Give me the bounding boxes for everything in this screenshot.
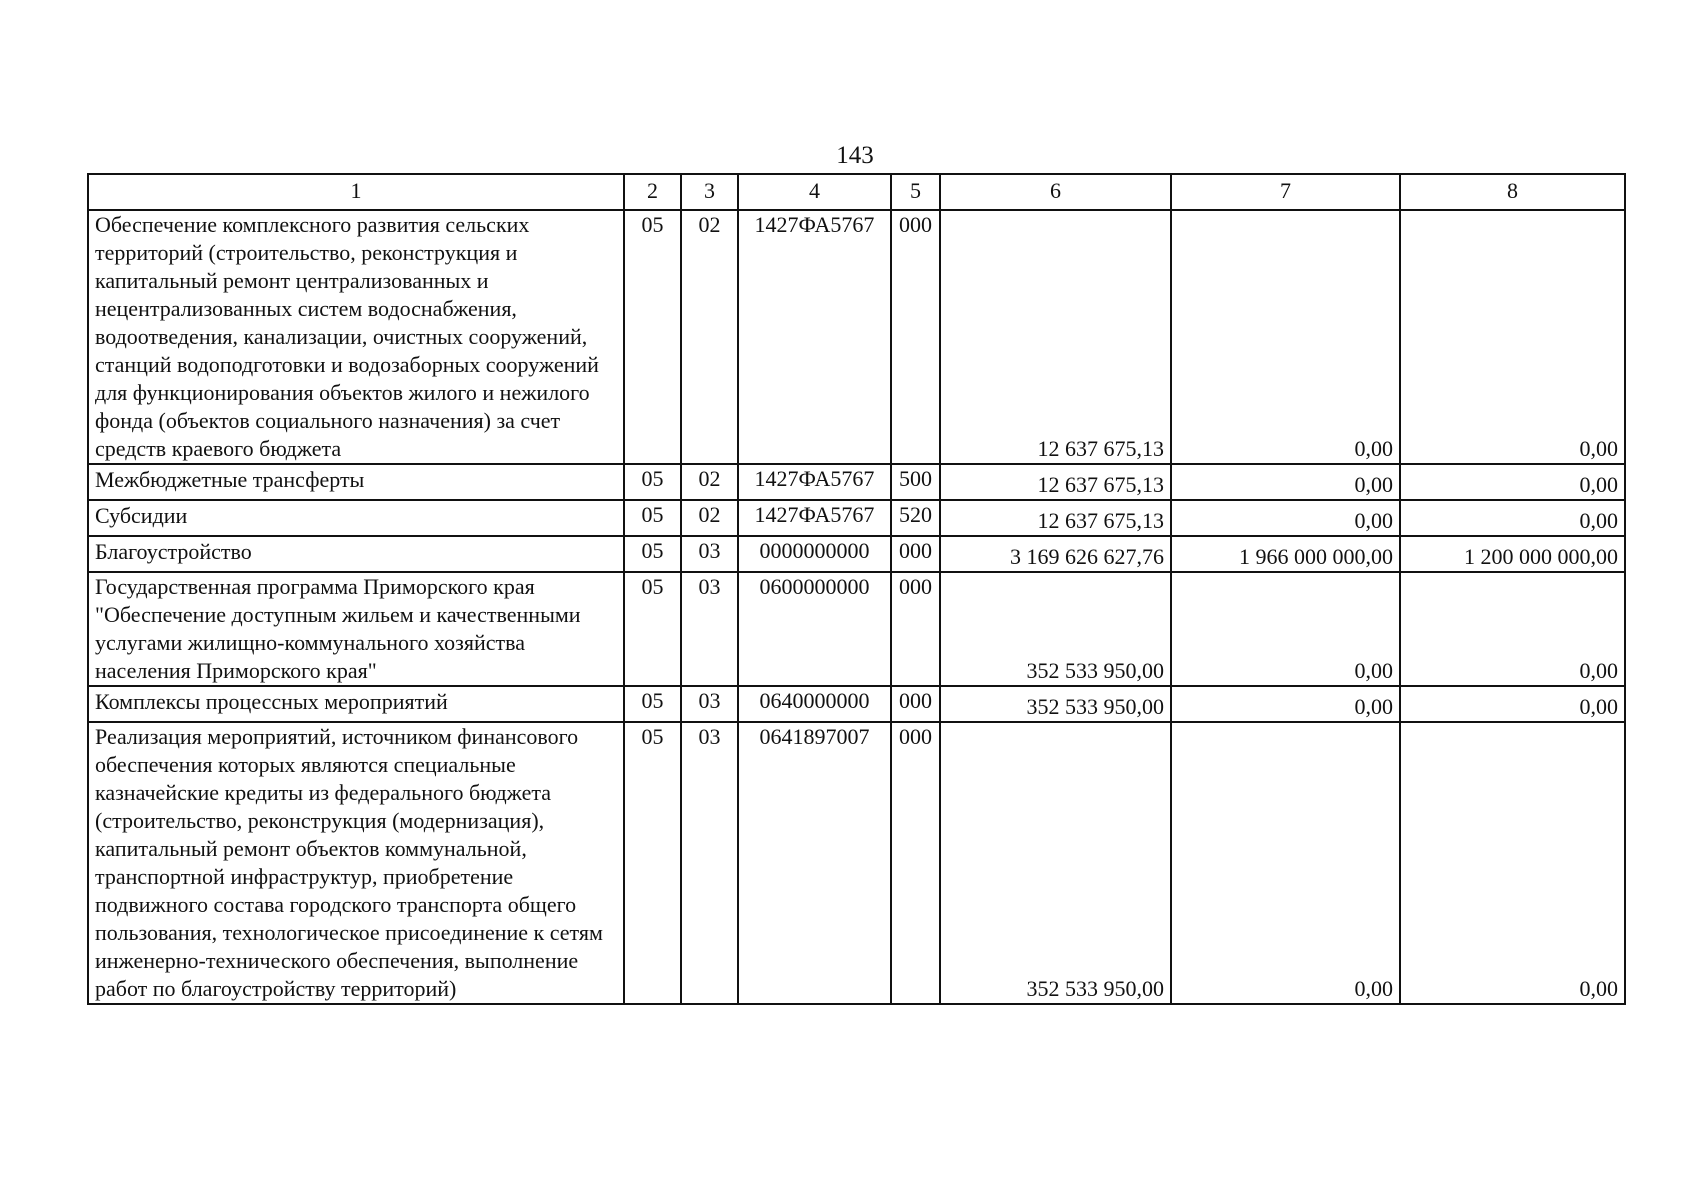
row-amount-col-7: 0,00 bbox=[1171, 722, 1400, 1004]
header-col-3: 3 bbox=[681, 174, 738, 210]
row-target-code: 1427ФА5767 bbox=[738, 210, 891, 464]
table-row bbox=[88, 572, 1625, 686]
row-subsection-code: 03 bbox=[681, 572, 738, 686]
header-col-1: 1 bbox=[88, 174, 624, 210]
row-subsection-code: 03 bbox=[681, 686, 738, 722]
header-col-6: 6 bbox=[940, 174, 1171, 210]
row-name: Межбюджетные трансферты bbox=[88, 464, 624, 500]
row-section-code: 05 bbox=[624, 572, 681, 686]
row-expense-type-code: 520 bbox=[891, 500, 940, 536]
row-target-code: 1427ФА5767 bbox=[738, 500, 891, 536]
row-amount-col-8: 0,00 bbox=[1400, 722, 1625, 1004]
row-expense-type-code: 000 bbox=[891, 572, 940, 686]
row-amount-col-6: 3 169 626 627,76 bbox=[940, 536, 1171, 572]
row-amount-col-7: 0,00 bbox=[1171, 500, 1400, 536]
row-subsection-code: 03 bbox=[681, 722, 738, 1004]
table-row bbox=[88, 464, 1625, 500]
row-amount-col-8: 0,00 bbox=[1400, 686, 1625, 722]
row-expense-type-code: 500 bbox=[891, 464, 940, 500]
row-target-code: 0600000000 bbox=[738, 572, 891, 686]
header-col-2: 2 bbox=[624, 174, 681, 210]
row-section-code: 05 bbox=[624, 210, 681, 464]
row-name: Обеспечение комплексного развития сельских территорий (строительство, реконструкция и капитальный ремонт централизованных и нецентрализованных систем водоснабжения, водоотведения, канализации, очистных сооружений, станций водоподготовки и водозаборных сооружений для функционирования объектов жилого и нежилого фонда (объектов социального назначения) за счет средств краевого бюджета bbox=[88, 210, 624, 464]
row-section-code: 05 bbox=[624, 464, 681, 500]
table-row bbox=[88, 686, 1625, 722]
row-target-code: 0641897007 bbox=[738, 722, 891, 1004]
row-amount-col-8: 1 200 000 000,00 bbox=[1400, 536, 1625, 572]
row-amount-col-7: 0,00 bbox=[1171, 210, 1400, 464]
row-amount-col-7: 0,00 bbox=[1171, 464, 1400, 500]
row-subsection-code: 03 bbox=[681, 536, 738, 572]
row-expense-type-code: 000 bbox=[891, 722, 940, 1004]
row-section-code: 05 bbox=[624, 686, 681, 722]
row-name: Государственная программа Приморского края "Обеспечение доступным жильем и качественными услугами жилищно-коммунального хозяйства населения Приморского края" bbox=[88, 572, 624, 686]
row-amount-col-6: 12 637 675,13 bbox=[940, 464, 1171, 500]
row-amount-col-6: 352 533 950,00 bbox=[940, 572, 1171, 686]
row-section-code: 05 bbox=[624, 722, 681, 1004]
row-amount-col-6: 12 637 675,13 bbox=[940, 210, 1171, 464]
row-subsection-code: 02 bbox=[681, 500, 738, 536]
row-amount-col-7: 1 966 000 000,00 bbox=[1171, 536, 1400, 572]
budget-table bbox=[87, 173, 1626, 1005]
row-expense-type-code: 000 bbox=[891, 536, 940, 572]
page-number: 143 bbox=[836, 142, 874, 169]
row-amount-col-6: 352 533 950,00 bbox=[940, 686, 1171, 722]
row-section-code: 05 bbox=[624, 500, 681, 536]
row-amount-col-8: 0,00 bbox=[1400, 572, 1625, 686]
row-name: Реализация мероприятий, источником финансового обеспечения которых являются специальные казначейские кредиты из федерального бюджета (строительство, реконструкция (модернизация), капитальный ремонт объектов коммунальной, транспортной инфраструктур, приобретение подвижного состава городского транспорта общего пользования, технологическое присоединение к сетям инженерно-технического обеспечения, выполнение работ по благоустройству территорий) bbox=[88, 722, 624, 1004]
row-target-code: 0640000000 bbox=[738, 686, 891, 722]
header-col-4: 4 bbox=[738, 174, 891, 210]
row-name: Благоустройство bbox=[88, 536, 624, 572]
header-col-7: 7 bbox=[1171, 174, 1400, 210]
row-name: Комплексы процессных мероприятий bbox=[88, 686, 624, 722]
table-row bbox=[88, 500, 1625, 536]
row-section-code: 05 bbox=[624, 536, 681, 572]
row-amount-col-6: 12 637 675,13 bbox=[940, 500, 1171, 536]
row-amount-col-8: 0,00 bbox=[1400, 210, 1625, 464]
header-col-8: 8 bbox=[1400, 174, 1625, 210]
row-amount-col-8: 0,00 bbox=[1400, 500, 1625, 536]
row-amount-col-7: 0,00 bbox=[1171, 572, 1400, 686]
row-amount-col-7: 0,00 bbox=[1171, 686, 1400, 722]
row-expense-type-code: 000 bbox=[891, 686, 940, 722]
column-number-header-row bbox=[88, 174, 1625, 210]
row-amount-col-6: 352 533 950,00 bbox=[940, 722, 1171, 1004]
table-row bbox=[88, 722, 1625, 1004]
row-expense-type-code: 000 bbox=[891, 210, 940, 464]
row-amount-col-8: 0,00 bbox=[1400, 464, 1625, 500]
row-name: Субсидии bbox=[88, 500, 624, 536]
table-row bbox=[88, 210, 1625, 464]
header-col-5: 5 bbox=[891, 174, 940, 210]
row-subsection-code: 02 bbox=[681, 210, 738, 464]
table-row bbox=[88, 536, 1625, 572]
row-target-code: 1427ФА5767 bbox=[738, 464, 891, 500]
row-target-code: 0000000000 bbox=[738, 536, 891, 572]
row-subsection-code: 02 bbox=[681, 464, 738, 500]
